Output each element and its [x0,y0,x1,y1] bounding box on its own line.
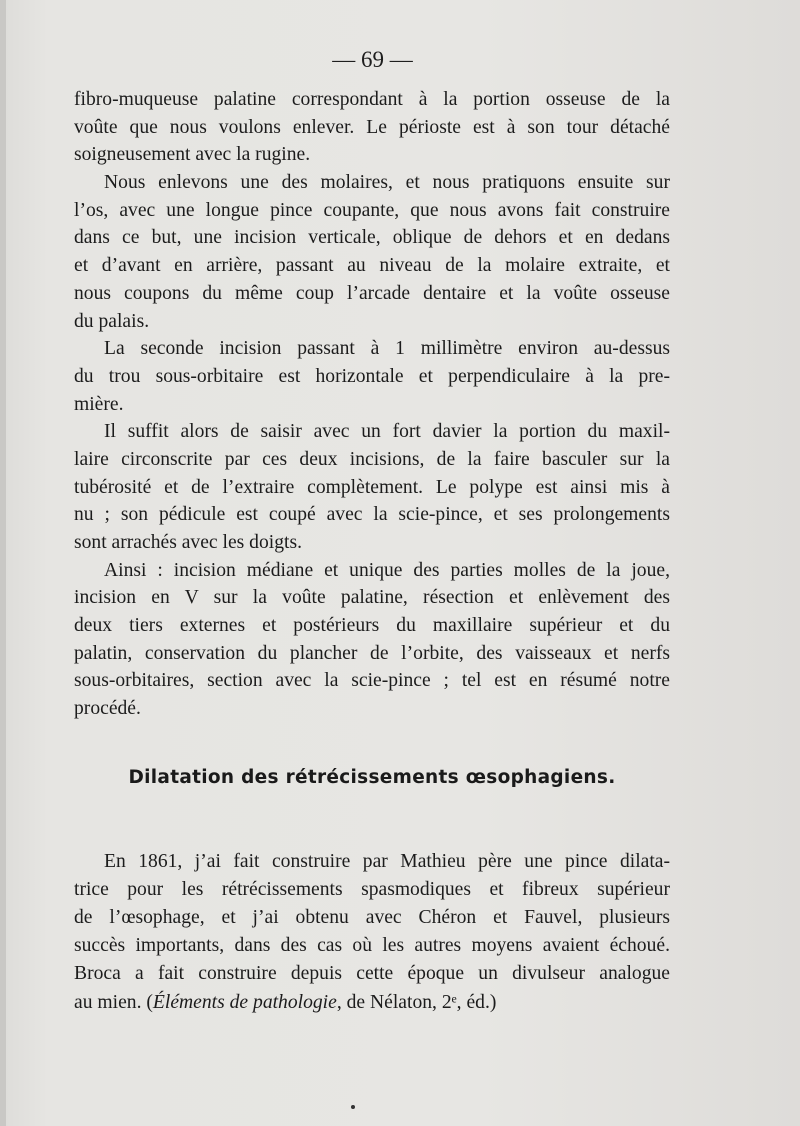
text-line: La seconde incision passant à 1 millimètre environ au-dessus [104,338,670,360]
text-line: incision en V sur la voûte palatine, résection et enlèvement des [74,587,670,609]
text-line: En 1861, j’ai fait construire par Mathieu père une pince dilata- [104,850,670,872]
text-line: deux tiers externes et postérieurs du maxillaire supérieur et du [74,615,670,637]
text-line: Nous enlevons une des molaires, et nous pratiquons ensuite sur [104,172,670,194]
paragraph-6 [74,848,670,1017]
text-line: succès importants, dans des cas où les autres moyens avaient échoué. [74,935,670,957]
body-text-top [74,86,670,723]
text-line: laire circonscrite par ces deux incisions, de la faire basculer sur la [74,448,670,470]
paragraph-1 [74,86,670,169]
text-line: dans ce but, une incision verticale, oblique de dehors et en dedans [74,227,670,249]
text-line: procédé. [74,698,141,720]
text-line: de l’œsophage, et j’ai obtenu avec Chéron et Fauvel, plusieurs [74,906,670,928]
page-speck [351,1105,355,1109]
text-line: Ainsi : incision médiane et unique des parties molles de la joue, [104,559,670,581]
text-line: sont arrachés avec les doigts. [74,532,302,553]
page-gutter [0,0,6,1126]
text-line: tubérosité et de l’extraire complètement. Le polype est ainsi mis à [74,476,670,498]
citation-prefix: au mien. ( [74,991,153,1013]
paragraph-2 [74,169,670,335]
text-line: Il suffit alors de saisir avec un fort davier la portion du maxil- [104,421,670,443]
body-text-bottom [74,828,670,1036]
text-line: Broca a fait construire depuis cette époque un divulseur analogue [74,963,670,985]
text-line: et d’avant en arrière, passant au niveau de la molaire extraite, et [74,255,670,277]
text-line: du palais. [74,310,150,332]
text-line: du trou sous-orbitaire est horizontale et perpendiculaire à la pre- [74,365,670,387]
text-line-citation [74,989,670,1017]
text-line: nu ; son pédicule est coupé avec la scie-pince, et ses prolongements [74,504,670,526]
page-number: — 69 — [332,47,413,72]
citation-title: Éléments de pathologie [152,991,337,1013]
text-line: palatin, conservation du plancher de l’orbite, des vaisseaux et nerfs [74,642,670,664]
text-line: mière. [74,393,124,415]
paragraph-3 [74,335,670,418]
paragraph-5 [74,557,670,723]
text-line: soigneusement avec la rugine. [74,144,311,166]
text-line: voûte que nous voulons enlever. Le périoste est à son tour détaché [74,116,670,138]
text-line: sous-orbitaires, section avec la scie-pince ; tel est en résumé notre [74,670,670,692]
text-line: l’os, avec une longue pince coupante, que nous avons fait construire [74,199,670,221]
text-line: fibro-muqueuse palatine correspondant à la portion osseuse de la [74,89,670,110]
text-line: nous coupons du même coup l’arcade dentaire et la voûte osseuse [74,282,670,304]
section-heading: Dilatation des rétrécissements œsophagiens. [128,767,616,788]
paragraph-4 [74,418,670,556]
citation-suffix: , de Nélaton, 2ᵉ, éd.) [336,991,497,1013]
text-line: trice pour les rétrécissements spasmodiques et fibreux supérieur [74,878,670,900]
